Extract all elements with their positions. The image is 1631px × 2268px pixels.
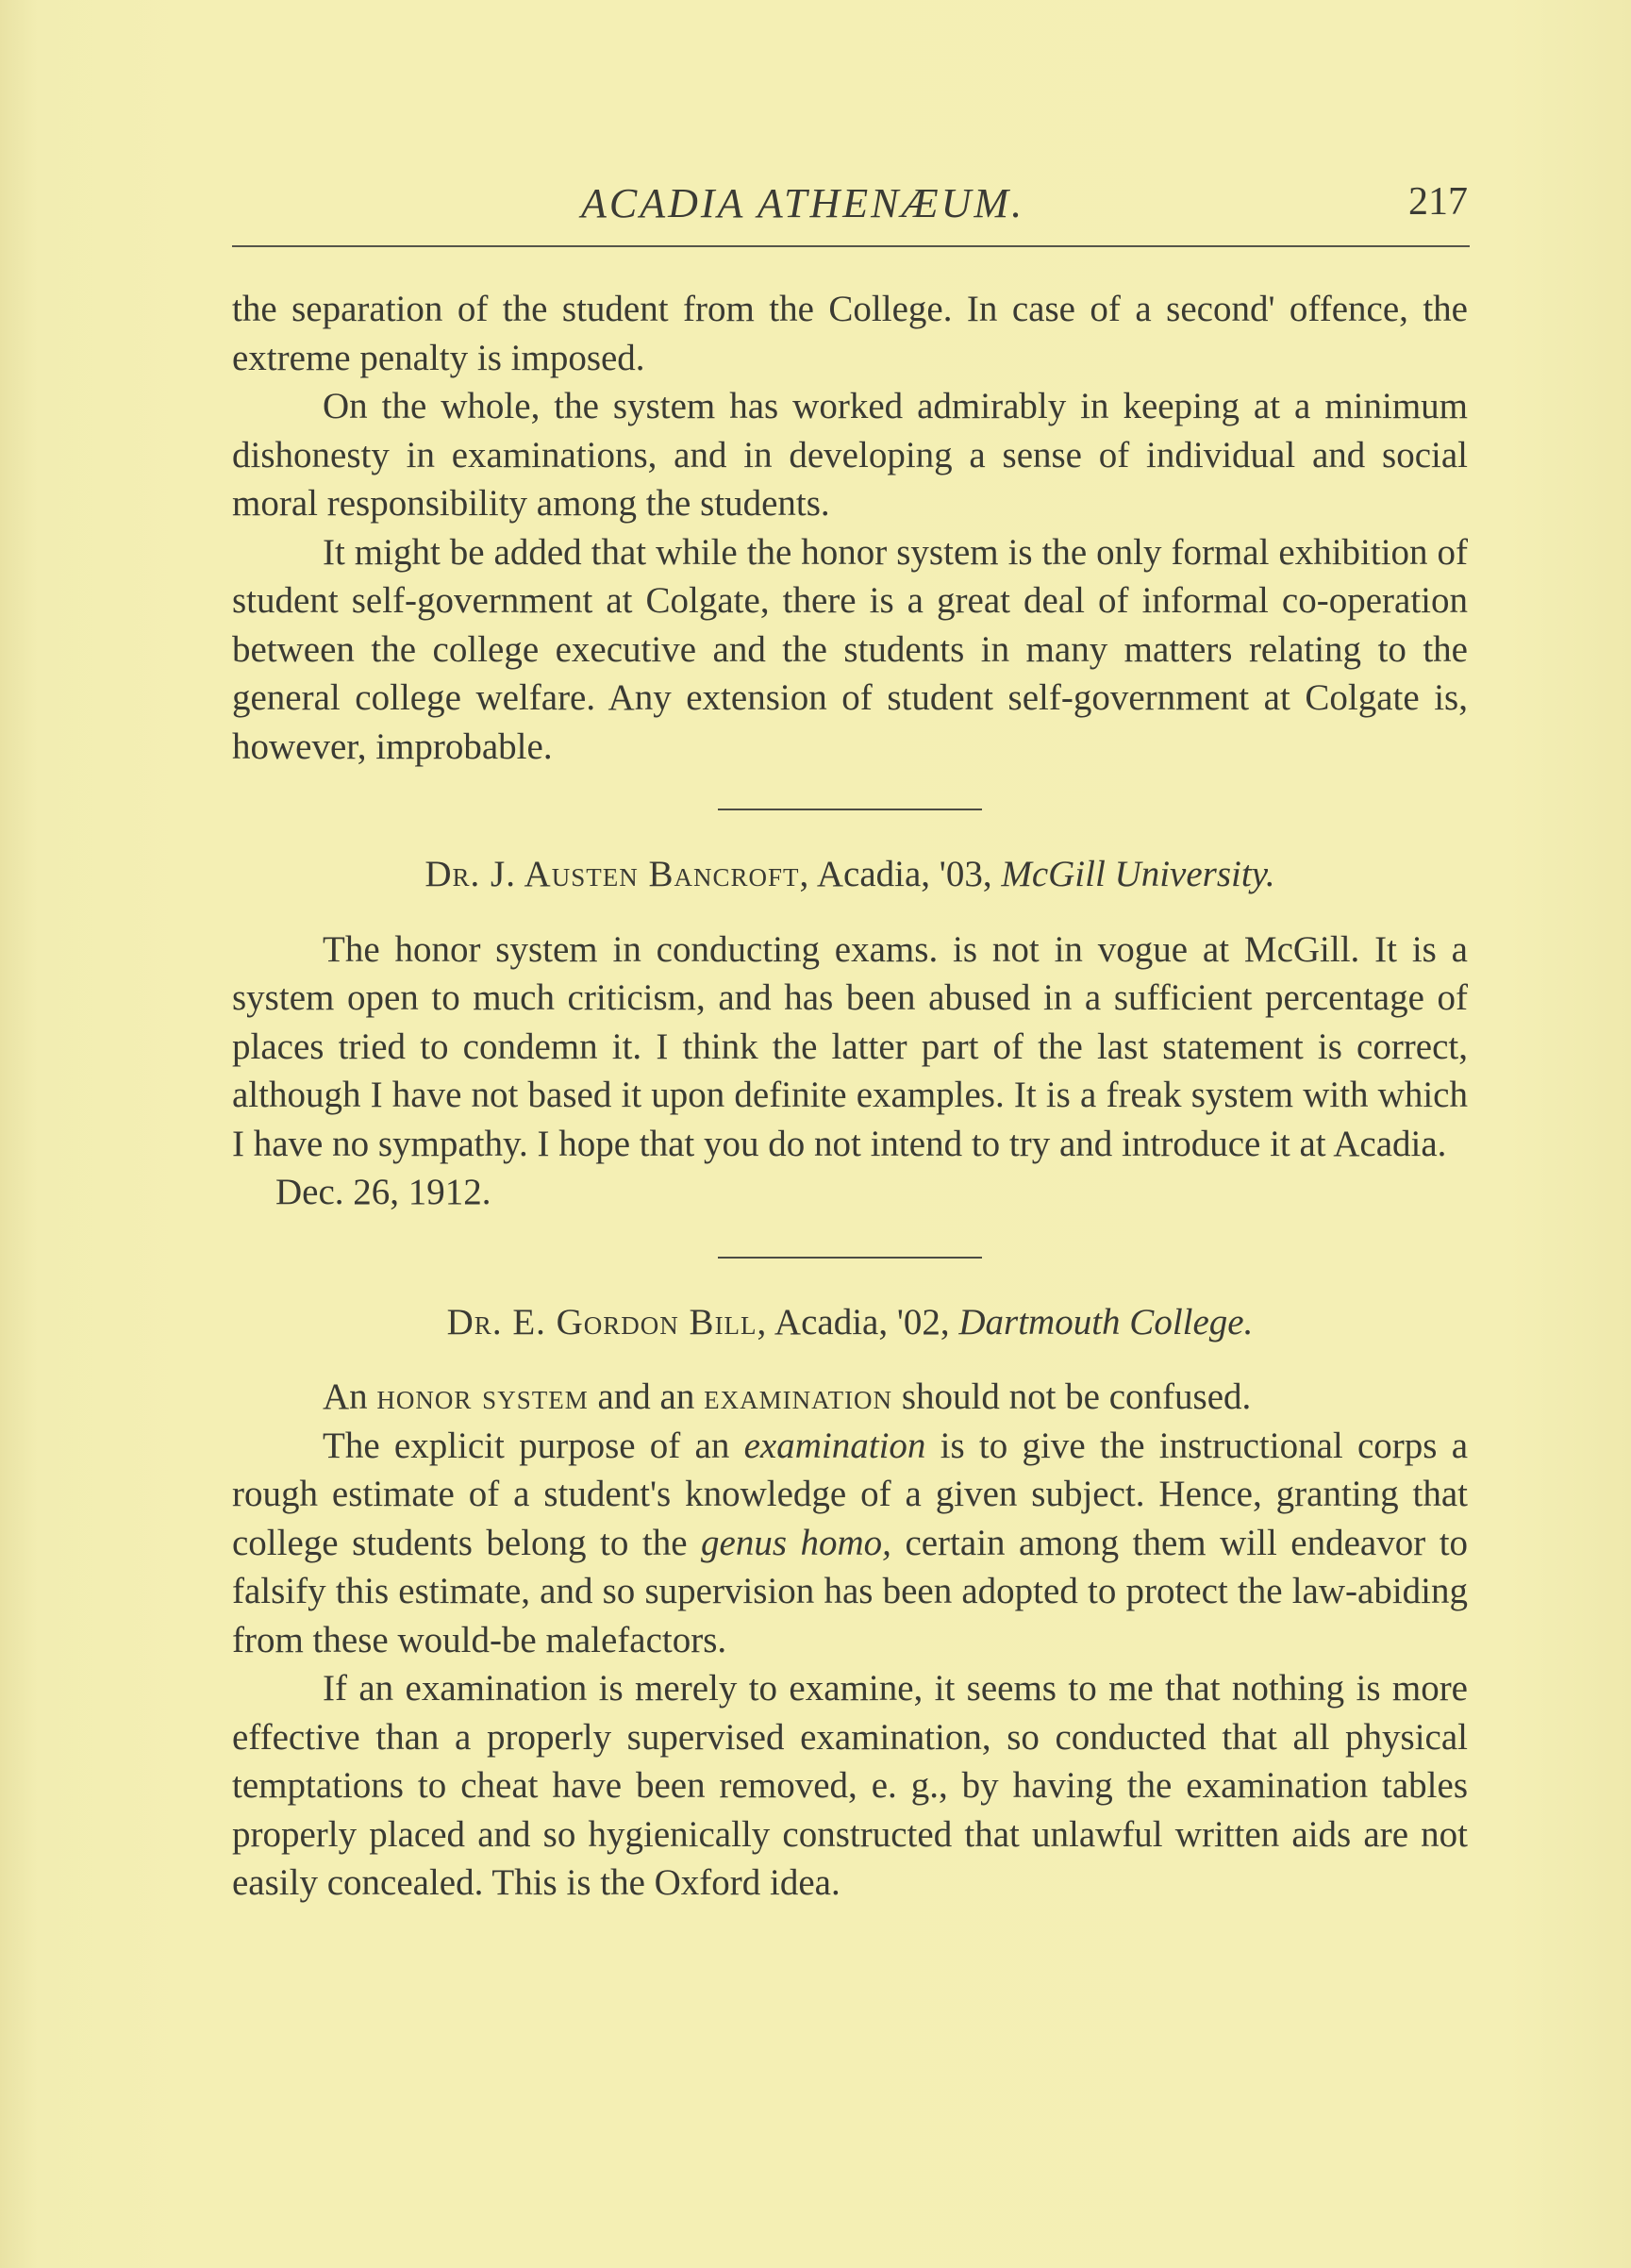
text-run: is to give the instructional corps a rough estimate of a student's knowledge of a given subject. Hence, granting that college students belong to the bbox=[232, 1425, 1469, 1563]
paragraph bbox=[232, 1422, 1468, 1665]
contributor-institution: Dartmouth College. bbox=[958, 1301, 1254, 1342]
paragraph: It might be added that while the honor system is the only formal exhibition of student self-government at Colgate, there is a great deal of informal co-operation between the college executive and the students in many matters relating to the general college welfare. Any extension of student self-government at Colgate is, however, improbable. bbox=[232, 531, 1468, 767]
paragraph: The honor system in conducting exams. is not in vogue at McGill. It is a system open to much criticism, and has been abused in a sufficient percentage of places tried to condemn it. I think the latter part of the last statement is correct, although I have not based it upon definite examples. It is a freak system with which I have no sympathy. I hope that you do not intend to try and introduce it at Acadia. bbox=[232, 928, 1468, 1164]
paragraph bbox=[232, 1373, 1468, 1422]
contributor-institution: McGill University. bbox=[1001, 854, 1275, 894]
text-run: An bbox=[323, 1376, 368, 1417]
header-rule bbox=[232, 245, 1470, 247]
text-run: The explicit purpose of an bbox=[323, 1425, 730, 1466]
contributor-name: Dr. J. Austen Bancroft, bbox=[424, 854, 810, 894]
contributor-heading bbox=[232, 1298, 1468, 1347]
italic-term: examination bbox=[743, 1425, 926, 1466]
text-run: certain among them will endeavor to falsify this estimate, and so supervision has been adopted to protect the law-abiding from these would-be malefactors. bbox=[232, 1522, 1469, 1660]
small-caps-term: examination bbox=[704, 1376, 893, 1417]
contributor-heading bbox=[232, 850, 1468, 899]
italic-term: genus homo, bbox=[701, 1522, 891, 1563]
paragraph: On the whole, the system has worked admirably in keeping at a minimum dishonesty in examinations, and in developing a sense of individual and social moral responsibility among the students. bbox=[232, 386, 1468, 524]
text-run: should not be confused. bbox=[901, 1376, 1252, 1417]
contributor-affiliation: Acadia, '02, bbox=[774, 1301, 950, 1342]
letter-date: Dec. 26, 1912. bbox=[275, 1172, 491, 1212]
page-number: 217 bbox=[1408, 180, 1468, 224]
paragraph: If an examination is merely to examine, it seems to me that nothing is more effective than a properly supervised examination, so conducted that all physical temptations to cheat have been removed, e. g., by having the examination tables properly placed and so hygienically constructed that unlawful written aids are not easily concealed. This is the Oxford idea. bbox=[232, 1668, 1468, 1903]
page-header bbox=[232, 179, 1468, 236]
text-run: and an bbox=[597, 1376, 695, 1417]
contributor-name: Dr. E. Gordon Bill, bbox=[446, 1301, 768, 1342]
paragraph: the separation of the student from the College. In case of a second' offence, the extreme penalty is imposed. bbox=[232, 289, 1468, 378]
small-caps-term: honor system bbox=[376, 1376, 589, 1417]
running-title: ACADIA ATHENÆUM. bbox=[581, 180, 1025, 226]
contributor-affiliation: Acadia, '03, bbox=[816, 854, 992, 894]
page-body bbox=[232, 285, 1468, 1908]
